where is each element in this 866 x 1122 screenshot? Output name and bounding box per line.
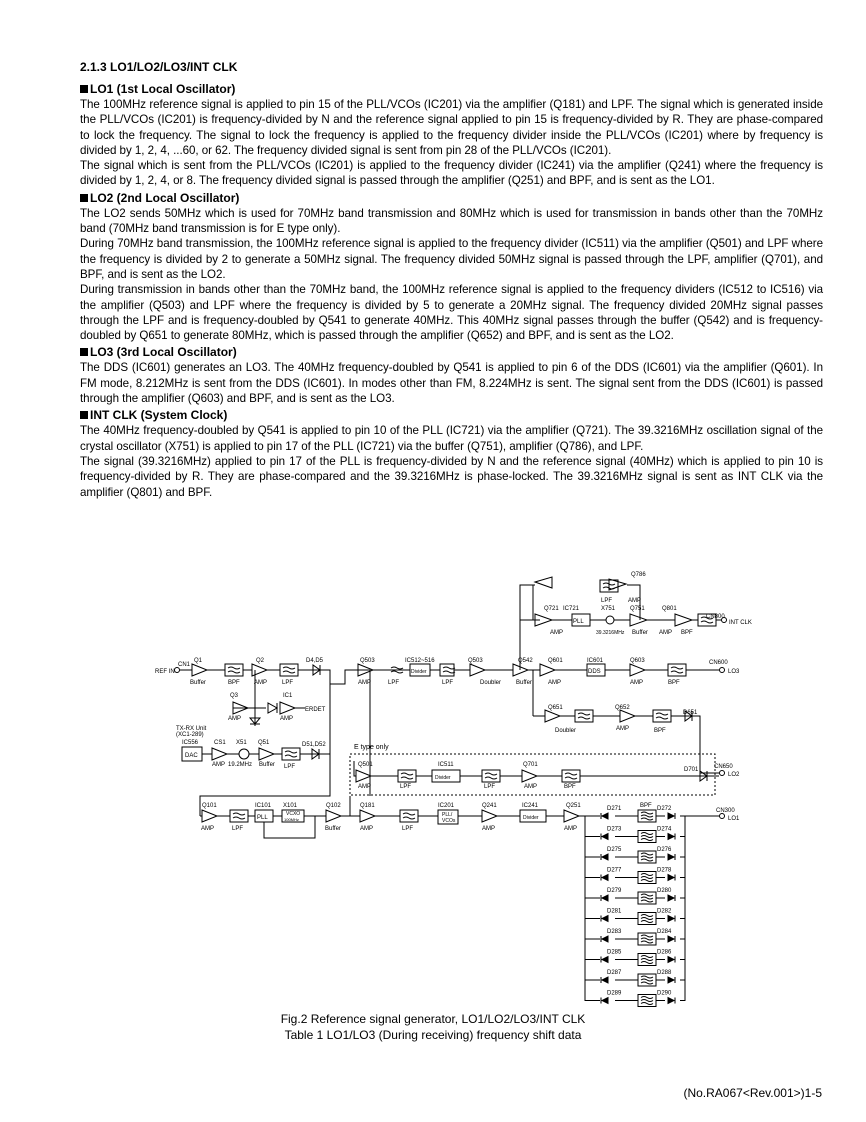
diode-D271	[601, 813, 608, 819]
diode-label: D271	[607, 806, 622, 812]
lo2-paragraph-2: During 70MHz band transmission, the 100MHz reference signal is applied to the frequency divider (IC511) via the amplifier (Q501) and LPF where the frequency is divided by 2 to generate a 50MHz signal. The frequency divided 50MHz signal is passed through the LPF, amplifier (Q701), and BPF, and is sent as the LO2.	[80, 237, 823, 281]
svg-text:39.3216MHz: 39.3216MHz	[596, 630, 625, 636]
diode-label: D289	[607, 990, 622, 997]
svg-text:Q501: Q501	[358, 762, 373, 768]
body-text	[80, 60, 823, 500]
diode-label: D275	[607, 847, 622, 853]
svg-text:IC101: IC101	[255, 803, 272, 809]
svg-text:D51,D52: D51,D52	[302, 742, 326, 748]
diode-D290	[668, 998, 675, 1004]
svg-text:IC201: IC201	[438, 803, 455, 809]
diode-D273	[601, 834, 608, 840]
diode-label: D273	[607, 826, 622, 833]
svg-text:Q1: Q1	[194, 658, 203, 664]
svg-text:INT CLK: INT CLK	[729, 620, 752, 626]
svg-text:CN650: CN650	[714, 764, 733, 770]
lo2-heading: LO2 (2nd Local Oscillator)	[80, 191, 823, 205]
section-title: 2.1.3 LO1/LO2/LO3/INT CLK	[80, 60, 238, 74]
diode-D286	[668, 957, 675, 963]
svg-text:LPF: LPF	[388, 680, 400, 686]
svg-text:BPF: BPF	[564, 784, 576, 790]
svg-text:Buffer: Buffer	[325, 826, 341, 832]
diode-D287	[601, 977, 608, 983]
svg-text:D651: D651	[683, 710, 698, 716]
diode-D277	[601, 875, 608, 881]
diode-D283	[601, 936, 608, 942]
lo3-heading: LO3 (3rd Local Oscillator)	[80, 345, 823, 359]
diode-D276	[668, 854, 675, 860]
svg-text:AMP: AMP	[360, 826, 374, 832]
svg-text:CN1: CN1	[178, 662, 191, 668]
svg-text:Divider: Divider	[523, 815, 539, 821]
svg-text:AMP: AMP	[628, 598, 642, 604]
diode-label: D272	[657, 806, 672, 812]
svg-text:LPF: LPF	[442, 680, 454, 686]
diode-label: D286	[657, 949, 672, 956]
diode-D281	[601, 916, 608, 922]
svg-text:Q51: Q51	[258, 740, 270, 746]
svg-text:TX-RX Unit: TX-RX Unit	[176, 726, 207, 732]
svg-text:PLL/: PLL/	[442, 812, 453, 818]
svg-text:Q651: Q651	[548, 705, 563, 711]
svg-text:Q503: Q503	[360, 658, 375, 664]
svg-text:X51: X51	[236, 740, 247, 746]
svg-text:D4,D5: D4,D5	[306, 658, 324, 664]
svg-text:Q751: Q751	[630, 606, 645, 612]
svg-text:LO2: LO2	[728, 772, 740, 778]
diode-D279	[601, 895, 608, 901]
svg-text:AMP: AMP	[548, 680, 562, 686]
svg-text:Divider: Divider	[435, 775, 451, 781]
bullet-square-icon	[80, 85, 88, 93]
lo3-paragraph-1: The DDS (IC601) generates an LO3. The 40MHz frequency-doubled by Q541 is applied to pin 6 of the DDS (IC601) via the amplifier (Q601). In FM mode, 8.212MHz is sent from the DDS (IC601). In modes other than FM, 8.224MHz is sent. The signal sent from the DDS (IC601) is passed through the amplifier (Q603) and BPF, and is sent as the LO3.	[80, 361, 823, 406]
svg-text:AMP: AMP	[550, 630, 564, 636]
svg-text:Buffer: Buffer	[516, 680, 532, 686]
svg-text:DDS: DDS	[588, 669, 601, 675]
svg-text:Q721: Q721	[544, 606, 559, 612]
svg-text:BPF: BPF	[654, 728, 666, 734]
svg-text:REF IN: REF IN	[155, 669, 175, 675]
svg-text:X101: X101	[283, 803, 298, 809]
svg-text:ERDET: ERDET	[305, 707, 326, 713]
diode-D278	[668, 875, 675, 881]
lo1-heading: LO1 (1st Local Oscillator)	[80, 82, 823, 96]
svg-text:AMP: AMP	[280, 716, 294, 722]
figure-caption: Fig.2 Reference signal generator, LO1/LO2/LO3/INT CLK	[280, 1012, 586, 1026]
svg-text:AMP: AMP	[358, 680, 372, 686]
svg-text:IC721: IC721	[563, 606, 580, 612]
svg-text:CN800: CN800	[706, 614, 725, 620]
svg-text:AMP: AMP	[482, 826, 496, 832]
svg-text:Q251: Q251	[566, 803, 581, 809]
svg-text:Q603: Q603	[630, 658, 645, 664]
bullet-square-icon	[80, 411, 88, 419]
diode-label: D279	[607, 888, 622, 894]
svg-text:AMP: AMP	[659, 630, 673, 636]
svg-text:(XC1-289): (XC1-289)	[176, 732, 204, 738]
svg-text:DAC: DAC	[185, 753, 198, 759]
diode-label: D277	[607, 867, 622, 874]
svg-text:Q102: Q102	[326, 803, 341, 809]
svg-text:LO3: LO3	[728, 669, 740, 675]
svg-text:PLL: PLL	[257, 815, 268, 821]
svg-text:Q503: Q503	[468, 658, 483, 664]
svg-text:Q101: Q101	[202, 803, 217, 809]
svg-text:19.2MHz: 19.2MHz	[228, 762, 253, 768]
diode-label: D276	[657, 847, 672, 853]
diode-label: D287	[607, 970, 622, 976]
svg-text:Q542: Q542	[518, 658, 533, 664]
svg-text:Q241: Q241	[482, 803, 497, 809]
diode-label: D274	[657, 826, 672, 833]
svg-text:Buffer: Buffer	[190, 680, 206, 686]
svg-text:IC556: IC556	[182, 740, 199, 746]
svg-text:IC1: IC1	[283, 693, 293, 699]
svg-text:BPF: BPF	[681, 630, 693, 636]
svg-text:AMP: AMP	[254, 680, 268, 686]
lo2-paragraph-3: During transmission in bands other than the 70MHz band, the 100MHz reference signal is applied to the frequency dividers (IC512 to IC516) via the amplifier (Q503) and LPF where the frequency is divided by 5 to generate a 20MHz signal. The frequency divided 20MHz signal passes through the LPF and is frequency-doubled by Q541 to generate 40MHz. This 40MHz signal passes through the buffer (Q542) and is frequency-doubled by Q651 to generate 80MHz, which is passed through the amplifier (Q652) and BPF, and is sent as the LO2.	[80, 283, 823, 343]
svg-text:AMP: AMP	[201, 826, 215, 832]
diode-label: D290	[657, 990, 672, 997]
svg-text:CS1: CS1	[214, 740, 226, 746]
diode-D272	[668, 813, 675, 819]
svg-text:AMP: AMP	[358, 784, 372, 790]
svg-text:X751: X751	[601, 606, 616, 612]
svg-text:Q181: Q181	[360, 803, 375, 809]
diode-label: D288	[657, 970, 672, 976]
svg-text:AMP: AMP	[630, 680, 644, 686]
table-caption: Table 1 LO1/LO3 (During receiving) frequency shift data	[284, 1028, 582, 1042]
diode-D288	[668, 977, 675, 983]
svg-text:AMP: AMP	[616, 726, 630, 732]
svg-text:Buffer: Buffer	[632, 630, 648, 636]
diode-D282	[668, 916, 675, 922]
diode-D280	[668, 895, 675, 901]
diode-label: D284	[657, 929, 672, 935]
svg-text:Q652: Q652	[615, 705, 630, 711]
svg-text:Q2: Q2	[256, 658, 265, 664]
diode-label: D282	[657, 908, 672, 915]
diode-D289	[601, 998, 608, 1004]
block-diagram	[140, 566, 760, 1012]
svg-text:Divider: Divider	[411, 669, 427, 675]
diode-D274	[668, 834, 675, 840]
svg-text:E type only: E type only	[354, 744, 389, 751]
svg-text:Q786: Q786	[631, 572, 646, 578]
diode-D285	[601, 957, 608, 963]
bullet-square-icon	[80, 348, 88, 356]
lo1-paragraph-1: The 100MHz reference signal is applied to pin 15 of the PLL/VCOs (IC201) via the amplifier (Q181) and LPF. The signal which is generated inside the PLL/VCOs (IC201) is frequency-divided by N and the reference signal applied to pin 15 is frequency-divided by R. They are phase-compared to lock the frequency. The signal to lock the frequency is applied to the frequency divider inside the PLL/VCOs (IC201) where by frequency is divided by 1, 2, 4, ...60, or 62. The frequency divided signal is sent from pin 28 of the PLL/VCOs (IC201).	[80, 98, 823, 157]
svg-text:BPF: BPF	[668, 680, 680, 686]
diode-label: D285	[607, 949, 622, 956]
svg-text:D701: D701	[684, 767, 699, 773]
bullet-square-icon	[80, 194, 88, 202]
svg-text:LPF: LPF	[484, 784, 496, 790]
svg-text:LPF: LPF	[400, 784, 412, 790]
svg-text:Q3: Q3	[230, 693, 239, 699]
lo2-paragraph-1: The LO2 sends 50MHz which is used for 70MHz band transmission and 80MHz which is used for transmission in bands other than the 70MHz band (70MHz band transmission is for E type only).	[80, 206, 823, 236]
lo1-paragraph-2: The signal which is sent from the PLL/VCOs (IC201) is applied to the frequency divider (IC241) via the amplifier (Q241) where the frequency is divided by 1, 2, 4, or 8. The frequency divided signal is passed through the amplifier (Q251) and BPF, and is sent as the LO1.	[80, 159, 823, 188]
svg-text:VCXO: VCXO	[286, 811, 301, 817]
diode-label: D281	[607, 908, 622, 915]
svg-text:LO1: LO1	[728, 816, 740, 822]
svg-text:AMP: AMP	[524, 784, 538, 790]
svg-text:VCOs: VCOs	[442, 818, 456, 824]
page-number: (No.RA067<Rev.001>)1-5	[683, 1086, 822, 1100]
svg-text:Buffer: Buffer	[259, 762, 275, 768]
svg-text:BPF: BPF	[640, 803, 652, 809]
svg-text:IC601: IC601	[587, 658, 604, 664]
svg-text:Q801: Q801	[662, 606, 677, 612]
svg-text:Doubler: Doubler	[480, 680, 502, 686]
intclk-paragraph-2: The signal (39.3216MHz) applied to pin 17 of the PLL is frequency-divided by N and the reference signal (40MHz) which is applied to pin 10 is frequency-divided by R. They are phase-compared and the 39.3216MHz is phase-locked. The 39.3216MHz signal is sent as INT CLK via the amplifier (Q801) and BPF.	[80, 454, 823, 499]
svg-text:AMP: AMP	[564, 826, 578, 832]
svg-text:AMP: AMP	[228, 716, 242, 722]
svg-text:IC512~516: IC512~516	[405, 658, 435, 664]
svg-text:IC511: IC511	[438, 762, 454, 768]
diode-label: D278	[657, 867, 672, 874]
diode-label: D283	[607, 929, 622, 935]
svg-text:LPF: LPF	[232, 826, 244, 832]
diode-label: D280	[657, 888, 672, 894]
svg-text:100MHz: 100MHz	[284, 817, 299, 822]
svg-text:LPF: LPF	[284, 764, 296, 770]
svg-text:CN300: CN300	[716, 808, 735, 814]
intclk-paragraph-1: The 40MHz frequency-doubled by Q541 is applied to pin 10 of the PLL (IC721) via the amplifier (Q721). The 39.3216MHz oscillation signal of the crystal oscillator (X751) is applied to pin 17 of the PLL (IC721) via the buffer (Q751), amplifier (Q786), and LPF.	[80, 424, 823, 453]
svg-text:CN600: CN600	[709, 660, 728, 666]
svg-text:IC241: IC241	[522, 803, 539, 809]
svg-text:PLL: PLL	[573, 619, 584, 625]
diode-D275	[601, 854, 608, 860]
svg-text:LPF: LPF	[282, 680, 294, 686]
svg-text:Q701: Q701	[523, 762, 538, 768]
svg-text:AMP: AMP	[212, 762, 226, 768]
svg-text:LPF: LPF	[601, 598, 613, 604]
svg-text:Doubler: Doubler	[555, 728, 577, 734]
svg-text:Q601: Q601	[548, 658, 563, 664]
intclk-heading: INT CLK (System Clock)	[80, 408, 823, 422]
svg-text:LPF: LPF	[402, 826, 414, 832]
svg-text:BPF: BPF	[228, 680, 240, 686]
diode-D284	[668, 936, 675, 942]
